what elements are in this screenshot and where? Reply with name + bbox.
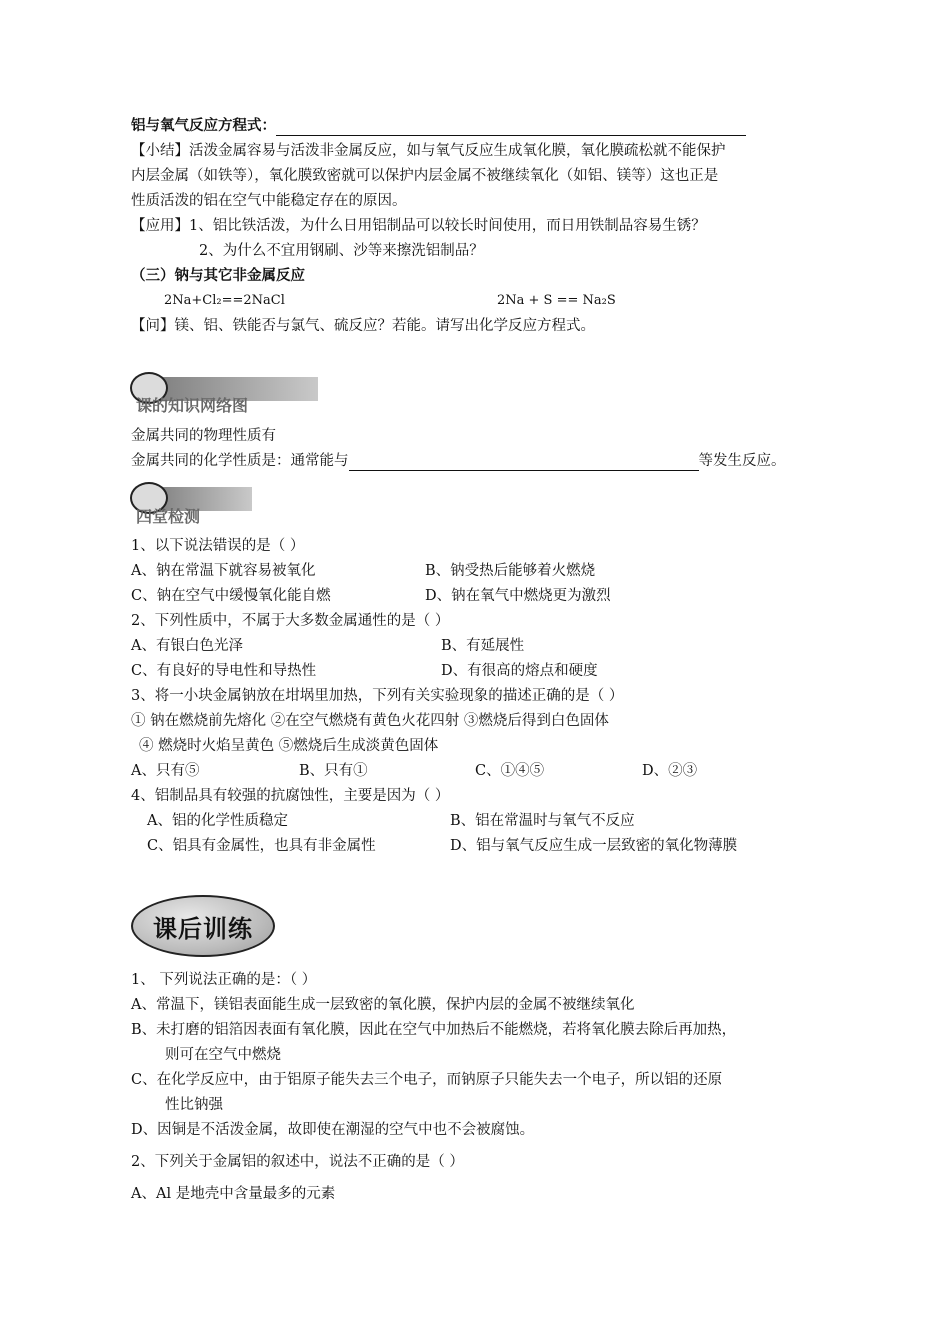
check-q1-b: B、钠受热后能够着火燃烧 [425, 563, 596, 579]
check-q3-items-2: ④ 燃烧时火焰呈黄色 ⑤燃烧后生成淡黄色固体 [139, 738, 439, 754]
check-q1: 1、以下说法错误的是（ ） [131, 538, 305, 554]
check-q3: 3、将一小块金属钠放在坩埚里加热，下列有关实验现象的描述正确的是（ ） [131, 688, 624, 704]
check-q3-c: C、①④⑤ [475, 763, 545, 779]
training-q2: 2、下列关于金属铝的叙述中，说法不正确的是（ ） [131, 1154, 464, 1170]
equation-label-text: 铝与氧气反应方程式： [131, 118, 276, 134]
question-line: 【问】镁、铝、铁能否与氯气、硫反应？若能。请写出化学反应方程式。 [131, 318, 595, 334]
check-q4-b: B、铝在常温时与氧气不反应 [450, 813, 635, 829]
check-q4-a: A、铝的化学性质稳定 [147, 813, 288, 829]
summary-line-2: 内层金属（如铁等），氧化膜致密就可以保护内层金属不被继续氧化（如铝、镁等）这也正是 [131, 168, 719, 184]
equation-na-cl: 2Na+Cl₂==2NaCl [164, 293, 285, 308]
network-section-title: 课的知识网络图 [136, 396, 249, 415]
check-q1-d: D、钠在氧气中燃烧更为激烈 [425, 588, 611, 604]
training-q1: 1、 下列说法正确的是：（ ） [131, 972, 317, 988]
training-q1-b: B、未打磨的铝箔因表面有氧化膜，因此在空气中加热后不能燃烧，若将氧化膜去除后再加热， [131, 1022, 737, 1038]
check-q4-d: D、铝与氧气反应生成一层致密的氧化物薄膜 [450, 838, 738, 854]
check-q3-d: D、②③ [642, 763, 698, 779]
equation-na-s: 2Na + S == Na₂S [497, 293, 616, 308]
check-q1-a: A、钠在常温下就容易被氧化 [131, 563, 316, 579]
network-line-2-before: 金属共同的化学性质是：通常能与 [131, 453, 349, 469]
training-q1-c: C、在化学反应中，由于铝原子能失去三个电子，而钠原子只能失去一个电子，所以铝的还原 [131, 1072, 723, 1088]
check-q4-c: C、铝具有金属性，也具有非金属性 [147, 838, 376, 854]
summary-line-3: 性质活泼的铝在空气中能稳定存在的原因。 [131, 193, 407, 209]
check-q2-a: A、有银白色光泽 [131, 638, 243, 654]
training-q2-a: A、Al 是地壳中含量最多的元素 [131, 1186, 336, 1202]
training-title: 课后训练 [153, 914, 253, 943]
training-q1-b-cont: 则可在空气中燃烧 [165, 1047, 281, 1063]
check-q2-c: C、有良好的导电性和导热性 [131, 663, 317, 679]
sodium-nonmetal-heading: （三）钠与其它非金属反应 [131, 268, 305, 284]
check-q3-items-1: ① 钠在燃烧前先熔化 ②在空气燃烧有黄色火花四射 ③燃烧后得到白色固体 [131, 713, 609, 729]
network-line-2-after: 等发生反应。 [698, 453, 786, 469]
summary-line-1: 【小结】活泼金属容易与活泼非金属反应，如与氧气反应生成氧化膜，氧化膜疏松就不能保护 [131, 143, 726, 159]
training-title-badge [131, 895, 275, 957]
check-q2: 2、下列性质中，不属于大多数金属通性的是（ ） [131, 613, 450, 629]
check-section-title: 四堂检测 [136, 507, 201, 526]
training-q1-a: A、常温下，镁铝表面能生成一层致密的氧化膜，保护内层的金属不被继续氧化 [131, 997, 635, 1013]
answer-blank[interactable] [349, 455, 699, 471]
network-line-1: 金属共同的物理性质有 [131, 428, 276, 444]
check-q3-a: A、只有⑤ [131, 763, 200, 779]
check-q4: 4、铝制品具有较强的抗腐蚀性，主要是因为（ ） [131, 788, 450, 804]
training-q1-d: D、因铜是不活泼金属，故即使在潮湿的空气中也不会被腐蚀。 [131, 1122, 535, 1138]
al-oxygen-equation-label [131, 116, 746, 136]
application-line-1: 【应用】1、铝比铁活泼，为什么日用铝制品可以较长时间使用，而日用铁制品容易生锈？ [131, 218, 706, 234]
check-q3-b: B、只有① [299, 763, 368, 779]
check-q2-b: B、有延展性 [441, 638, 525, 654]
check-q1-c: C、钠在空气中缓慢氧化能自燃 [131, 588, 331, 604]
training-q1-c-cont: 性比钠强 [165, 1097, 223, 1113]
check-q2-d: D、有很高的熔点和硬度 [441, 663, 598, 679]
network-line-2 [131, 451, 786, 471]
application-line-2: 2、为什么不宜用钢刷、沙等来擦洗铝制品？ [199, 243, 484, 259]
answer-blank[interactable] [276, 120, 746, 136]
